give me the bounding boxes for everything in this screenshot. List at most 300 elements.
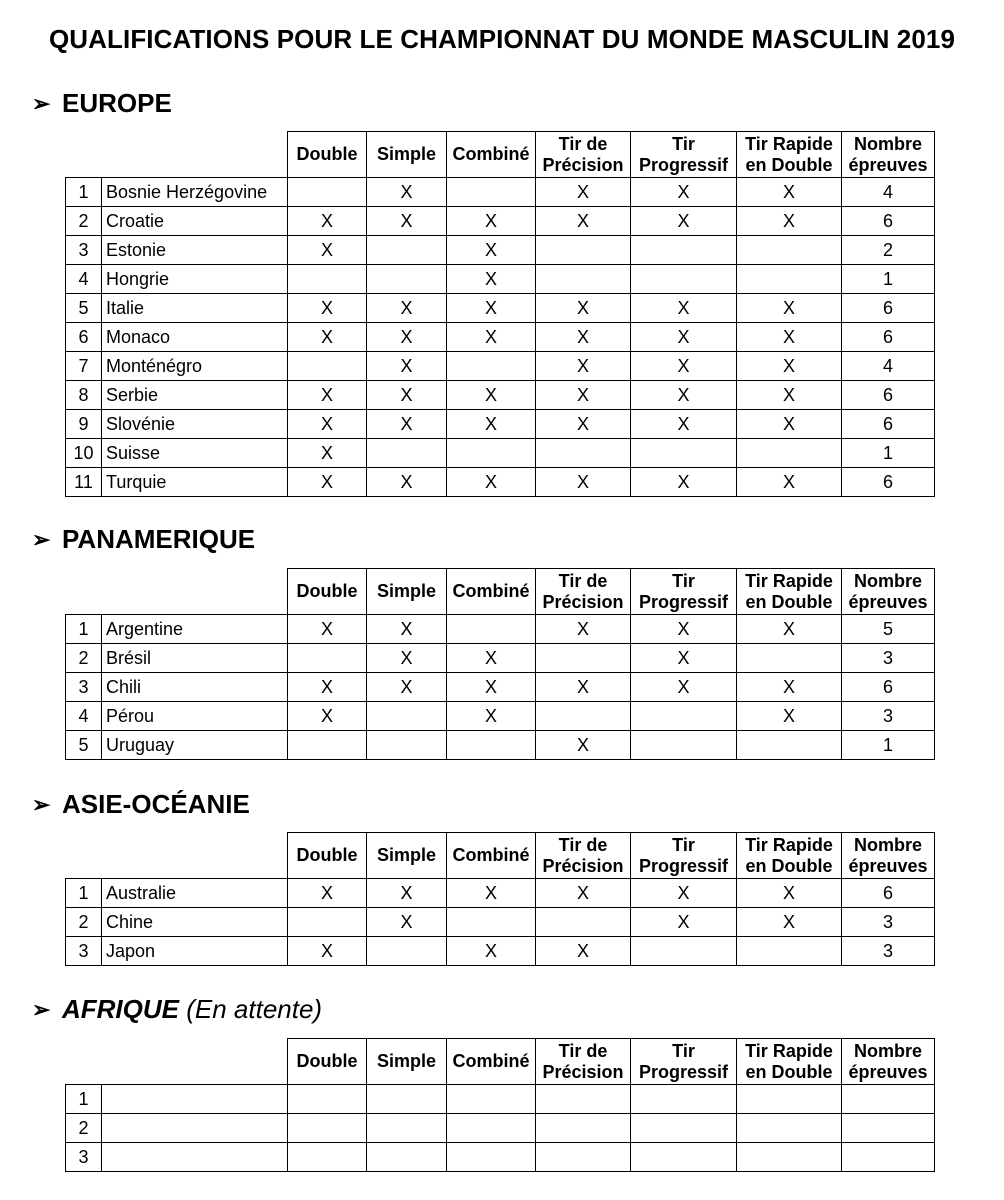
header-row	[66, 569, 935, 615]
event-mark-cell	[631, 1114, 737, 1143]
column-header-text: épreuves	[848, 154, 928, 175]
event-mark-cell	[288, 1085, 367, 1114]
country-cell: Turquie	[102, 468, 288, 497]
event-mark-cell: X	[288, 439, 367, 468]
table-row	[66, 381, 935, 410]
region-3-table	[65, 832, 935, 966]
table-row	[66, 294, 935, 323]
column-header-text: Double	[296, 581, 358, 601]
rank-cell: 4	[66, 265, 102, 294]
table-row	[66, 1143, 935, 1172]
column-header	[536, 833, 631, 879]
event-mark-cell	[447, 1114, 536, 1143]
rank-cell: 7	[66, 352, 102, 381]
event-mark-cell: X	[631, 323, 737, 352]
event-mark-cell: X	[737, 352, 842, 381]
column-header	[288, 569, 367, 615]
event-mark-cell	[737, 937, 842, 966]
column-header-text: Double	[296, 144, 358, 164]
table-row	[66, 323, 935, 352]
country-cell: Chili	[102, 673, 288, 702]
column-header	[842, 132, 935, 178]
header-blank-cell	[66, 569, 288, 615]
table-row	[66, 731, 935, 760]
country-cell: Hongrie	[102, 265, 288, 294]
event-mark-cell: X	[447, 381, 536, 410]
country-cell	[102, 1143, 288, 1172]
column-header-text: Nombre	[853, 133, 922, 154]
event-count-cell: 1	[842, 265, 935, 294]
event-mark-cell: X	[536, 352, 631, 381]
column-header	[631, 1039, 737, 1085]
region-4-heading	[32, 994, 322, 1025]
rank-cell: 2	[66, 908, 102, 937]
event-mark-cell: X	[536, 879, 631, 908]
event-mark-cell	[737, 265, 842, 294]
event-mark-cell	[737, 1114, 842, 1143]
column-header	[367, 132, 447, 178]
column-header-text: épreuves	[848, 1061, 928, 1082]
event-mark-cell: X	[631, 673, 737, 702]
event-mark-cell	[536, 439, 631, 468]
header-blank-cell	[66, 1039, 288, 1085]
country-cell	[102, 1114, 288, 1143]
event-mark-cell: X	[288, 381, 367, 410]
event-mark-cell: X	[536, 937, 631, 966]
event-mark-cell	[367, 439, 447, 468]
region-2-name: PANAMERIQUE	[62, 524, 256, 554]
event-mark-cell	[367, 702, 447, 731]
region-3-name: ASIE-OCÉANIE	[62, 789, 250, 819]
table-row	[66, 410, 935, 439]
country-cell: Slovénie	[102, 410, 288, 439]
event-mark-cell: X	[737, 381, 842, 410]
column-header	[737, 1039, 842, 1085]
table-row	[66, 908, 935, 937]
event-count-cell: 3	[842, 908, 935, 937]
event-mark-cell	[367, 265, 447, 294]
column-header	[288, 833, 367, 879]
event-mark-cell	[288, 1114, 367, 1143]
event-mark-cell: X	[631, 294, 737, 323]
rank-cell: 1	[66, 615, 102, 644]
country-cell: Brésil	[102, 644, 288, 673]
event-count-cell: 3	[842, 702, 935, 731]
event-mark-cell: X	[447, 265, 536, 294]
event-mark-cell	[536, 1085, 631, 1114]
event-mark-cell	[367, 1114, 447, 1143]
rank-cell: 5	[66, 731, 102, 760]
column-header-text: Tir de	[558, 834, 608, 855]
region-2-table	[65, 568, 935, 760]
event-mark-cell: X	[367, 381, 447, 410]
table-row	[66, 178, 935, 207]
event-count-cell: 5	[842, 615, 935, 644]
column-header-text: Tir Rapide	[745, 570, 833, 591]
column-header-text: Tir Rapide	[745, 133, 833, 154]
rank-cell: 4	[66, 702, 102, 731]
event-mark-cell	[447, 908, 536, 937]
event-mark-cell: X	[447, 673, 536, 702]
event-mark-cell	[631, 1085, 737, 1114]
country-cell: Chine	[102, 908, 288, 937]
column-header-text: Nombre	[853, 570, 922, 591]
table-row	[66, 265, 935, 294]
column-header	[631, 132, 737, 178]
event-mark-cell: X	[367, 879, 447, 908]
column-header-text: Progressif	[638, 154, 729, 175]
table-row	[66, 439, 935, 468]
table-row	[66, 879, 935, 908]
column-header-text: Nombre	[853, 834, 922, 855]
column-header	[536, 1039, 631, 1085]
event-mark-cell	[288, 265, 367, 294]
event-mark-cell	[631, 265, 737, 294]
region-4-name: AFRIQUE	[62, 994, 179, 1024]
event-mark-cell: X	[367, 352, 447, 381]
event-mark-cell	[536, 236, 631, 265]
event-mark-cell	[288, 1143, 367, 1172]
event-mark-cell: X	[367, 323, 447, 352]
rank-cell: 6	[66, 323, 102, 352]
event-mark-cell: X	[288, 702, 367, 731]
table-row	[66, 615, 935, 644]
event-mark-cell: X	[737, 207, 842, 236]
column-header	[842, 569, 935, 615]
event-mark-cell	[737, 439, 842, 468]
header-row	[66, 833, 935, 879]
event-mark-cell: X	[631, 908, 737, 937]
event-mark-cell	[447, 615, 536, 644]
region-4-status-note: (En attente)	[186, 994, 323, 1024]
column-header-text: en Double	[745, 1061, 833, 1082]
rank-cell: 2	[66, 207, 102, 236]
event-mark-cell: X	[367, 908, 447, 937]
column-header-text: Tir	[672, 133, 695, 154]
document-title: QUALIFICATIONS POUR LE CHAMPIONNAT DU MONDE MASCULIN 2019	[48, 24, 956, 54]
event-mark-cell: X	[288, 468, 367, 497]
event-count-cell: 6	[842, 410, 935, 439]
country-cell: Estonie	[102, 236, 288, 265]
event-mark-cell: X	[447, 468, 536, 497]
arrow-bullet-icon: ➢	[32, 527, 51, 552]
column-header-text: Combiné	[452, 581, 530, 601]
event-mark-cell: X	[288, 294, 367, 323]
event-mark-cell: X	[288, 673, 367, 702]
event-mark-cell: X	[737, 410, 842, 439]
column-header-text: Combiné	[452, 845, 530, 865]
event-mark-cell: X	[631, 207, 737, 236]
column-header-text: Combiné	[452, 144, 530, 164]
country-cell: Monténégro	[102, 352, 288, 381]
event-mark-cell	[536, 1143, 631, 1172]
event-mark-cell: X	[737, 294, 842, 323]
column-header	[288, 132, 367, 178]
event-mark-cell	[447, 731, 536, 760]
event-mark-cell: X	[631, 352, 737, 381]
event-mark-cell	[631, 702, 737, 731]
event-mark-cell: X	[536, 178, 631, 207]
region-1-table	[65, 131, 935, 497]
event-mark-cell: X	[536, 323, 631, 352]
event-mark-cell	[367, 937, 447, 966]
column-header	[737, 569, 842, 615]
column-header	[536, 132, 631, 178]
region-3-heading	[32, 789, 250, 820]
rank-cell: 3	[66, 236, 102, 265]
column-header	[631, 569, 737, 615]
event-mark-cell: X	[631, 178, 737, 207]
event-mark-cell: X	[631, 615, 737, 644]
rank-cell: 11	[66, 468, 102, 497]
event-mark-cell	[288, 644, 367, 673]
event-mark-cell	[631, 439, 737, 468]
table-row	[66, 468, 935, 497]
column-header-text: Nombre	[853, 1040, 922, 1061]
arrow-bullet-icon: ➢	[32, 91, 51, 116]
event-mark-cell: X	[631, 381, 737, 410]
event-mark-cell: X	[447, 294, 536, 323]
event-mark-cell: X	[536, 294, 631, 323]
table-row	[66, 207, 935, 236]
event-mark-cell	[737, 1143, 842, 1172]
event-mark-cell: X	[367, 615, 447, 644]
table-row	[66, 352, 935, 381]
column-header-text: Tir	[672, 1040, 695, 1061]
country-cell: Monaco	[102, 323, 288, 352]
event-mark-cell: X	[447, 236, 536, 265]
event-mark-cell	[447, 1143, 536, 1172]
event-mark-cell	[536, 908, 631, 937]
event-mark-cell	[536, 644, 631, 673]
event-count-cell: 6	[842, 673, 935, 702]
event-count-cell	[842, 1114, 935, 1143]
event-mark-cell	[536, 1114, 631, 1143]
column-header-text: Tir de	[558, 570, 608, 591]
event-mark-cell: X	[447, 644, 536, 673]
event-mark-cell: X	[288, 410, 367, 439]
event-mark-cell: X	[447, 937, 536, 966]
event-count-cell: 1	[842, 439, 935, 468]
column-header-text: en Double	[745, 591, 833, 612]
column-header	[842, 833, 935, 879]
event-mark-cell: X	[631, 410, 737, 439]
column-header	[737, 132, 842, 178]
column-header-text: Progressif	[638, 855, 729, 876]
event-mark-cell: X	[447, 879, 536, 908]
column-header-text: Précision	[542, 154, 624, 175]
event-mark-cell: X	[536, 207, 631, 236]
event-mark-cell	[447, 352, 536, 381]
event-mark-cell	[737, 731, 842, 760]
rank-cell: 3	[66, 937, 102, 966]
column-header-text: Tir	[672, 570, 695, 591]
column-header	[367, 833, 447, 879]
arrow-bullet-icon: ➢	[32, 997, 51, 1022]
table-row	[66, 1085, 935, 1114]
event-mark-cell: X	[288, 323, 367, 352]
column-header-text: Double	[296, 845, 358, 865]
event-mark-cell	[288, 908, 367, 937]
event-count-cell: 6	[842, 323, 935, 352]
event-mark-cell	[536, 265, 631, 294]
event-mark-cell	[536, 702, 631, 731]
event-count-cell: 4	[842, 178, 935, 207]
column-header-text: Double	[296, 1051, 358, 1071]
column-header-text: Simple	[376, 845, 437, 865]
region-1-heading	[32, 88, 172, 119]
column-header	[367, 1039, 447, 1085]
event-mark-cell: X	[288, 236, 367, 265]
country-cell: Uruguay	[102, 731, 288, 760]
column-header-text: Simple	[376, 581, 437, 601]
event-mark-cell: X	[447, 410, 536, 439]
event-mark-cell	[447, 1085, 536, 1114]
column-header	[737, 833, 842, 879]
table-row	[66, 702, 935, 731]
event-mark-cell	[447, 439, 536, 468]
event-mark-cell	[367, 236, 447, 265]
column-header	[367, 569, 447, 615]
column-header-text: Tir de	[558, 133, 608, 154]
event-count-cell: 1	[842, 731, 935, 760]
header-blank-cell	[66, 132, 288, 178]
column-header-text: Précision	[542, 591, 624, 612]
country-cell: Argentine	[102, 615, 288, 644]
country-cell: Croatie	[102, 207, 288, 236]
event-mark-cell	[737, 1085, 842, 1114]
country-cell: Japon	[102, 937, 288, 966]
column-header	[447, 132, 536, 178]
table-row	[66, 937, 935, 966]
column-header-text: Tir	[672, 834, 695, 855]
event-count-cell: 3	[842, 644, 935, 673]
event-mark-cell	[631, 236, 737, 265]
header-row	[66, 1039, 935, 1085]
column-header	[536, 569, 631, 615]
event-mark-cell: X	[631, 879, 737, 908]
event-mark-cell: X	[367, 410, 447, 439]
event-mark-cell: X	[367, 207, 447, 236]
table-row	[66, 673, 935, 702]
event-mark-cell: X	[536, 410, 631, 439]
event-mark-cell	[447, 178, 536, 207]
header-blank-cell	[66, 833, 288, 879]
event-mark-cell: X	[737, 323, 842, 352]
column-header-text: Tir Rapide	[745, 1040, 833, 1061]
event-count-cell: 6	[842, 468, 935, 497]
country-cell	[102, 1085, 288, 1114]
column-header-text: épreuves	[848, 591, 928, 612]
country-cell: Australie	[102, 879, 288, 908]
event-mark-cell: X	[536, 731, 631, 760]
column-header-text: Progressif	[638, 591, 729, 612]
event-mark-cell	[367, 731, 447, 760]
event-mark-cell: X	[367, 673, 447, 702]
table-row	[66, 644, 935, 673]
arrow-bullet-icon: ➢	[32, 792, 51, 817]
event-mark-cell: X	[737, 178, 842, 207]
country-cell: Italie	[102, 294, 288, 323]
table-row	[66, 1114, 935, 1143]
column-header-text: en Double	[745, 154, 833, 175]
rank-cell: 8	[66, 381, 102, 410]
rank-cell: 2	[66, 644, 102, 673]
column-header	[288, 1039, 367, 1085]
column-header-text: en Double	[745, 855, 833, 876]
event-mark-cell	[737, 644, 842, 673]
column-header	[447, 569, 536, 615]
event-mark-cell: X	[737, 908, 842, 937]
event-mark-cell	[288, 731, 367, 760]
event-mark-cell	[367, 1085, 447, 1114]
header-row	[66, 132, 935, 178]
event-mark-cell: X	[737, 673, 842, 702]
event-mark-cell	[631, 1143, 737, 1172]
column-header-text: Précision	[542, 855, 624, 876]
event-mark-cell	[631, 731, 737, 760]
event-mark-cell: X	[288, 879, 367, 908]
event-count-cell: 6	[842, 381, 935, 410]
event-mark-cell: X	[447, 702, 536, 731]
event-mark-cell: X	[367, 644, 447, 673]
country-cell: Serbie	[102, 381, 288, 410]
event-mark-cell: X	[367, 178, 447, 207]
region-4-table	[65, 1038, 935, 1172]
rank-cell: 10	[66, 439, 102, 468]
event-mark-cell: X	[447, 207, 536, 236]
event-count-cell	[842, 1143, 935, 1172]
rank-cell: 3	[66, 673, 102, 702]
column-header-text: Progressif	[638, 1061, 729, 1082]
event-count-cell: 6	[842, 207, 935, 236]
event-mark-cell: X	[631, 644, 737, 673]
column-header	[631, 833, 737, 879]
column-header-text: Tir de	[558, 1040, 608, 1061]
rank-cell: 9	[66, 410, 102, 439]
event-mark-cell	[288, 352, 367, 381]
rank-cell: 3	[66, 1143, 102, 1172]
event-count-cell: 3	[842, 937, 935, 966]
rank-cell: 1	[66, 1085, 102, 1114]
event-mark-cell: X	[367, 294, 447, 323]
column-header	[447, 833, 536, 879]
rank-cell: 1	[66, 178, 102, 207]
event-mark-cell: X	[737, 615, 842, 644]
column-header	[447, 1039, 536, 1085]
event-mark-cell: X	[631, 468, 737, 497]
event-mark-cell: X	[288, 207, 367, 236]
table-row	[66, 236, 935, 265]
event-mark-cell: X	[536, 468, 631, 497]
country-cell: Bosnie Herzégovine	[102, 178, 288, 207]
event-mark-cell: X	[737, 879, 842, 908]
column-header-text: Combiné	[452, 1051, 530, 1071]
event-mark-cell	[288, 178, 367, 207]
event-mark-cell	[737, 236, 842, 265]
event-count-cell: 6	[842, 879, 935, 908]
event-mark-cell: X	[737, 702, 842, 731]
event-mark-cell: X	[536, 381, 631, 410]
rank-cell: 5	[66, 294, 102, 323]
rank-cell: 2	[66, 1114, 102, 1143]
column-header-text: Tir Rapide	[745, 834, 833, 855]
column-header	[842, 1039, 935, 1085]
column-header-text: Simple	[376, 1051, 437, 1071]
rank-cell: 1	[66, 879, 102, 908]
region-2-heading	[32, 524, 255, 555]
column-header-text: Simple	[376, 144, 437, 164]
